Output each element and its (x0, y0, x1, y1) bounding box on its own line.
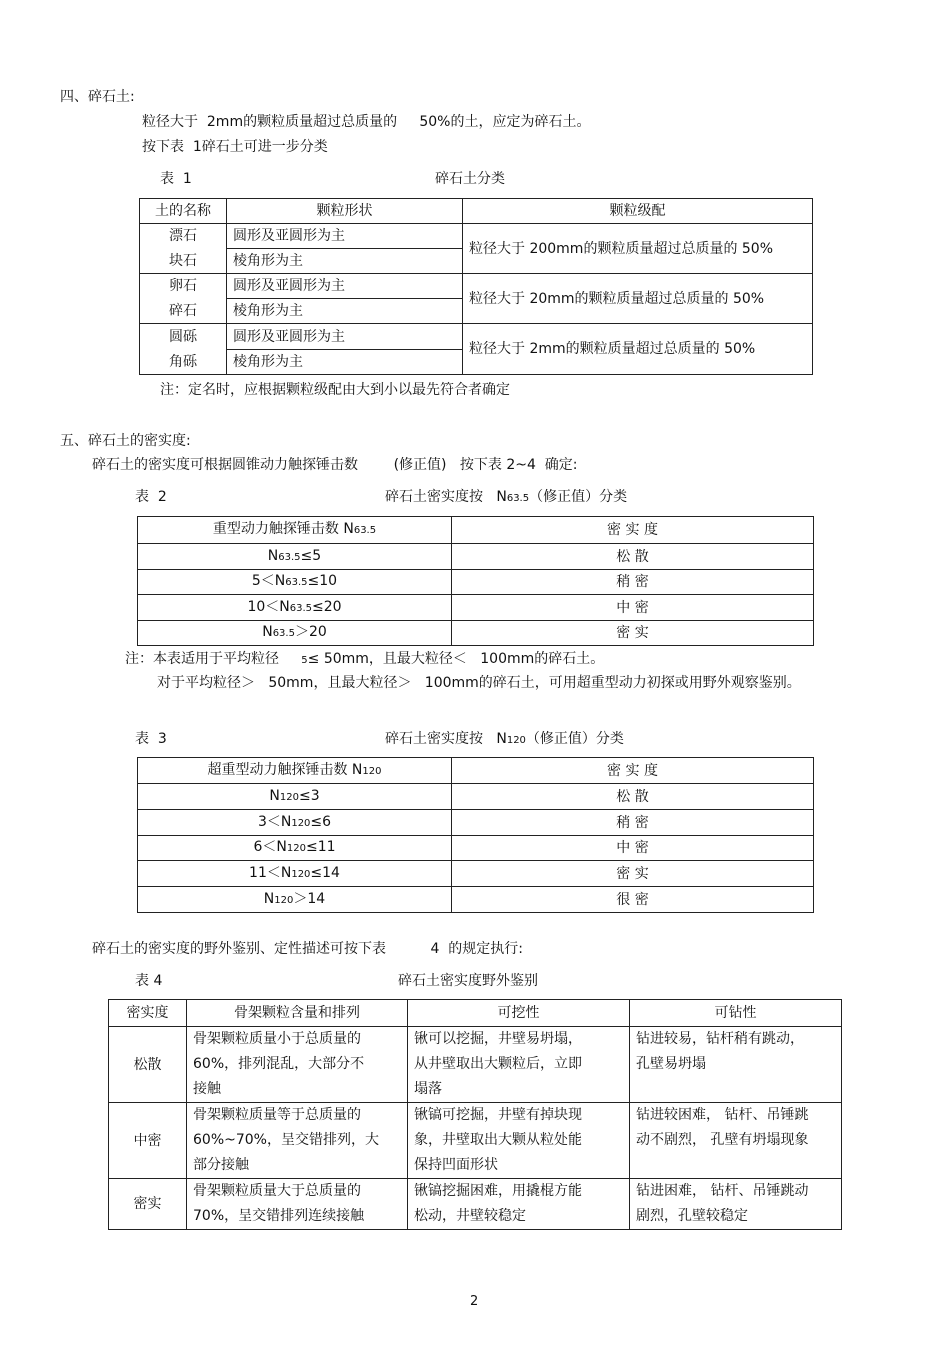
table3-label: 表 3 (135, 731, 167, 747)
table1-header-name: 土的名称 (140, 199, 227, 224)
table1-caption: 碎石土分类 (435, 171, 505, 187)
table4 (108, 999, 842, 1230)
table4-header-skeleton: 骨架颗粒含量和排列 (187, 1000, 408, 1027)
section4-para1: 粒径大于 2mm的颗粒质量超过总质量的 50%的土，应定为碎石土。 (142, 114, 591, 130)
table1 (139, 198, 813, 375)
table1-cell-shape: 圆形及亚圆形为主 (227, 324, 463, 350)
table1-cell-name: 卵石 (140, 274, 227, 299)
table1-cell-shape: 棱角形为主 (227, 299, 463, 324)
field-para: 碎石土的密实度的野外鉴别、定性描述可按下表 4 的规定执行: (92, 941, 524, 957)
table2-note1: 注：本表适用于平均粒径 5≤ 50mm，且最大粒径＜ 100mm的碎石土。 (125, 651, 605, 667)
table1-cell-name: 漂石 (140, 224, 227, 249)
table2-cell-density: 中 密 (452, 595, 814, 621)
table2-note2: 对于平均粒径＞ 50mm，且最大粒径＞ 100mm的碎石土，可用超重型动力初探或用野外观察鉴别。 (157, 675, 801, 691)
table4-cell-dig: 锹镐挖掘困难，用撬棍方能 松动，井壁较稳定 (408, 1179, 630, 1230)
table1-cell-name: 碎石 (140, 299, 227, 324)
table4-cell-dig: 锹镐可挖掘，井壁有掉块现 象，井壁取出大颗从粒处能 保持凹面形状 (408, 1103, 630, 1179)
table4-cell-skeleton: 骨架颗粒质量大于总质量的 70%，呈交错排列连续接触 (187, 1179, 408, 1230)
table4-caption: 碎石土密实度野外鉴别 (398, 973, 538, 989)
table3-cell-density: 很 密 (452, 887, 814, 913)
table1-cell-shape: 棱角形为主 (227, 249, 463, 274)
table2-cell-density: 稍 密 (452, 570, 814, 595)
table3-cell-blows: 11＜N120≤14 (138, 861, 452, 887)
table4-header-dig: 可挖性 (408, 1000, 630, 1027)
table4-cell-skeleton: 骨架颗粒质量等于总质量的 60%~70%，呈交错排列，大 部分接触 (187, 1103, 408, 1179)
table4-cell-skeleton: 骨架颗粒质量小于总质量的 60%，排列混乱，大部分不 接触 (187, 1027, 408, 1103)
table1-header-shape: 颗粒形状 (227, 199, 463, 224)
table4-cell-density: 密实 (109, 1179, 187, 1230)
table3-cell-density: 中 密 (452, 836, 814, 861)
table2-cell-blows: 10＜N63.5≤20 (138, 595, 452, 621)
table3-cell-blows: N120＞14 (138, 887, 452, 913)
table2-cell-density: 密 实 (452, 621, 814, 646)
table2-cell-blows: N63.5≤5 (138, 544, 452, 570)
table1-label: 表 1 (160, 171, 192, 187)
table1-note: 注：定名时，应根据颗粒级配由大到小以最先符合者确定 (160, 382, 510, 398)
table3-header-blows: 超重型动力触探锤击数 N120 (138, 758, 452, 784)
table3-cell-blows: N120≤3 (138, 784, 452, 810)
table2-cell-blows: 5＜N63.5≤10 (138, 570, 452, 595)
table4-cell-drill: 钻进困难， 钻杆、吊锤跳动 剧烈，孔壁较稳定 (630, 1179, 842, 1230)
table3 (137, 757, 814, 913)
table3-cell-density: 密 实 (452, 861, 814, 887)
table4-label: 表 4 (135, 973, 163, 989)
table1-cell-shape: 棱角形为主 (227, 350, 463, 375)
table1-cell-gradation: 粒径大于 20mm的颗粒质量超过总质量的 50% (463, 274, 813, 324)
table1-cell-gradation: 粒径大于 200mm的颗粒质量超过总质量的 50% (463, 224, 813, 274)
table3-caption: 碎石土密实度按 N120（修正值）分类 (385, 731, 624, 747)
table1-header-gradation: 颗粒级配 (463, 199, 813, 224)
section4-heading: 四、碎石土: (60, 89, 135, 105)
table4-header-drill: 可钻性 (630, 1000, 842, 1027)
page-number: 2 (470, 1294, 479, 1309)
table1-cell-shape: 圆形及亚圆形为主 (227, 274, 463, 299)
table2-label: 表 2 (135, 489, 167, 505)
table4-cell-drill: 钻进较困难， 钻杆、吊锤跳 动不剧烈， 孔壁有坍塌现象 (630, 1103, 842, 1179)
table2-cell-density: 松 散 (452, 544, 814, 570)
section4-para2: 按下表 1碎石土可进一步分类 (142, 139, 328, 155)
table4-cell-drill: 钻进较易，钻杆稍有跳动， 孔壁易坍塌 (630, 1027, 842, 1103)
table2-header-density: 密 实 度 (452, 517, 814, 544)
table4-cell-density: 松散 (109, 1027, 187, 1103)
table4-header-density: 密实度 (109, 1000, 187, 1027)
table1-cell-name: 块石 (140, 249, 227, 274)
table1-cell-name: 圆砾 (140, 324, 227, 350)
table1-cell-name: 角砾 (140, 350, 227, 375)
table1-cell-gradation: 粒径大于 2mm的颗粒质量超过总质量的 50% (463, 324, 813, 375)
table3-cell-density: 松 散 (452, 784, 814, 810)
table3-cell-density: 稍 密 (452, 810, 814, 836)
table3-cell-blows: 6＜N120≤11 (138, 836, 452, 861)
table2-caption: 碎石土密实度按 N63.5（修正值）分类 (385, 489, 628, 505)
table3-cell-blows: 3＜N120≤6 (138, 810, 452, 836)
table1-cell-shape: 圆形及亚圆形为主 (227, 224, 463, 249)
section5-para1: 碎石土的密实度可根据圆锥动力触探锤击数 (修正值) 按下表 2~4 确定: (92, 457, 578, 473)
table2-cell-blows: N63.5＞20 (138, 621, 452, 646)
table4-cell-density: 中密 (109, 1103, 187, 1179)
table2 (137, 516, 814, 646)
section5-heading: 五、碎石土的密实度: (60, 433, 191, 449)
table4-cell-dig: 锹可以挖掘，井壁易坍塌， 从井壁取出大颗粒后，立即 塌落 (408, 1027, 630, 1103)
table2-header-blows: 重型动力触探锤击数 N63.5 (138, 517, 452, 544)
table3-header-density: 密 实 度 (452, 758, 814, 784)
